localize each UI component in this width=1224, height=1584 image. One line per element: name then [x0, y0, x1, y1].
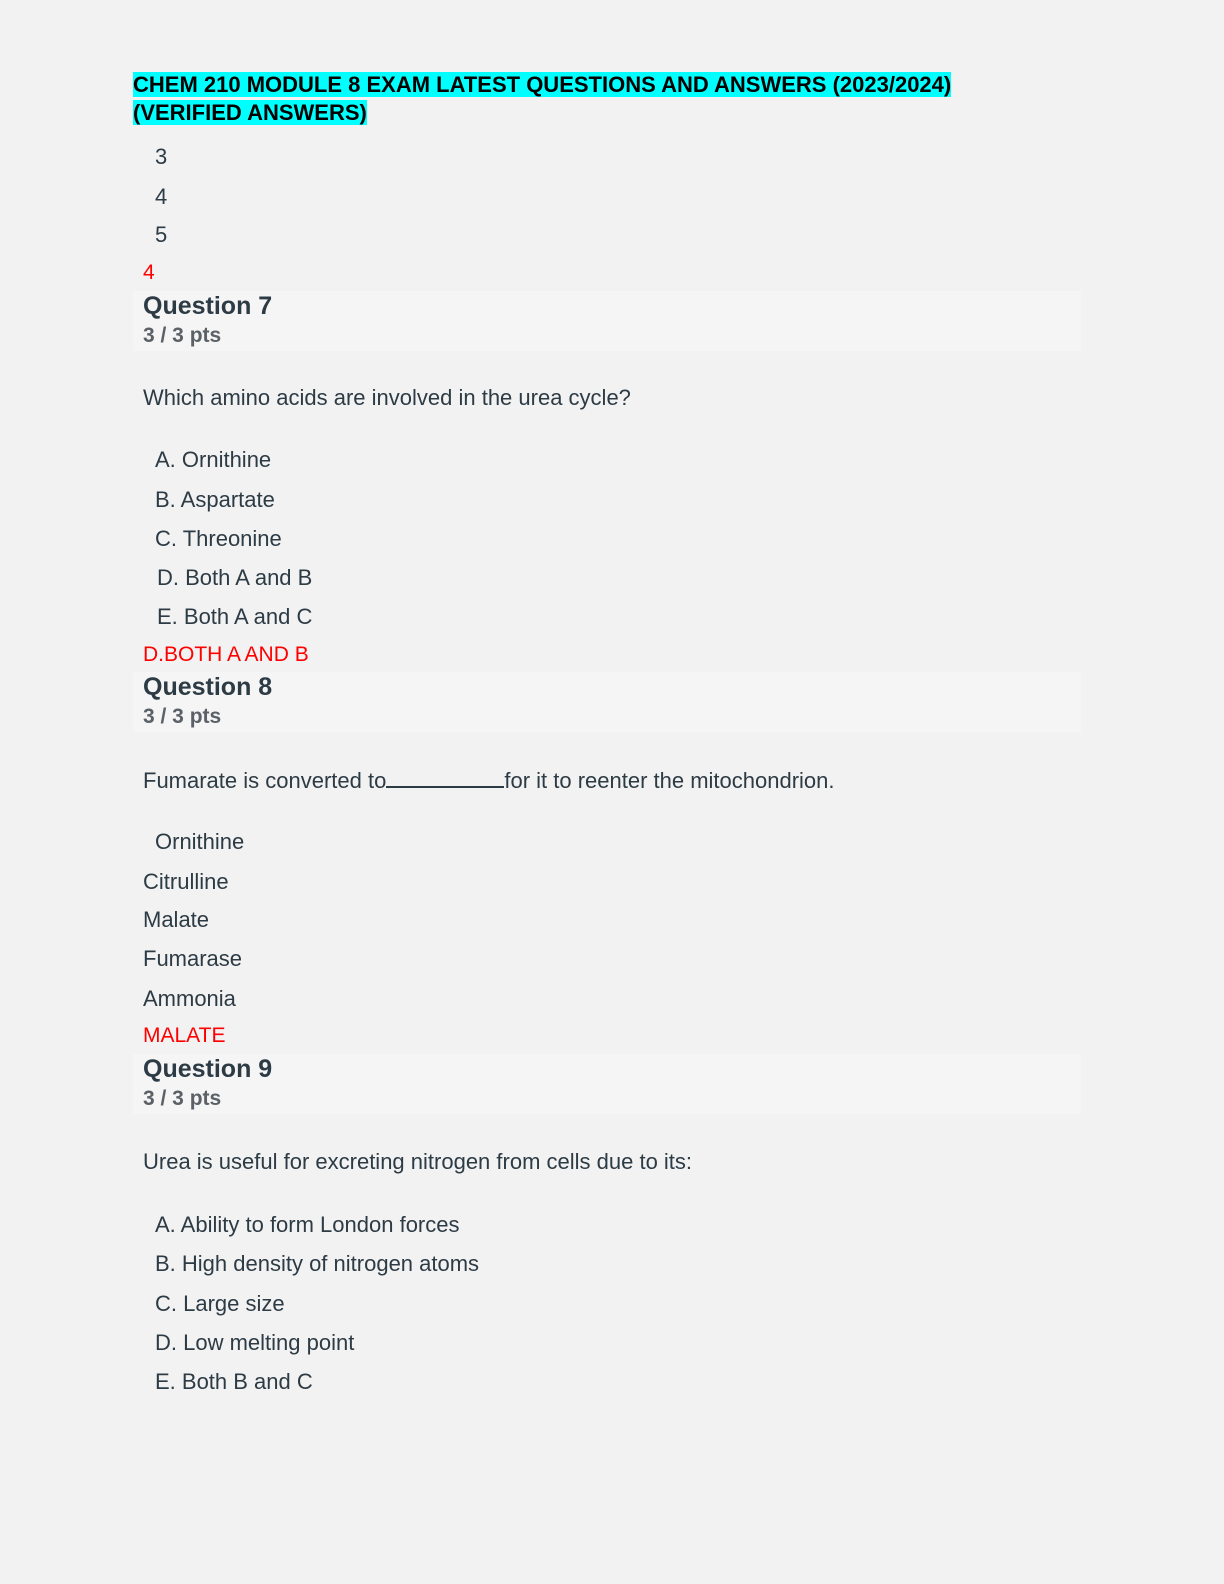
option-item: E. Both B and C — [155, 1369, 313, 1394]
answer-text: MALATE — [143, 1024, 226, 1047]
option-item: D. Low melting point — [155, 1330, 355, 1355]
option-item: A. Ability to form London forces — [155, 1212, 460, 1237]
question-header — [133, 291, 1081, 351]
option-item: Malate — [143, 907, 210, 932]
option-item: 3 — [155, 144, 168, 169]
option-item: Ornithine — [155, 829, 245, 854]
question-prompt — [143, 766, 835, 794]
option-item: C. Large size — [155, 1291, 285, 1316]
question-title: Question 7 — [143, 292, 273, 320]
question-header — [133, 672, 1081, 732]
prompt-after-blank: for it to reenter the mitochondrion. — [504, 768, 835, 793]
question-prompt: Which amino acids are involved in the urea cycle? — [143, 385, 631, 410]
question-title: Question 9 — [143, 1055, 273, 1083]
prompt-before-blank: Fumarate is converted to — [143, 768, 387, 793]
question-points: 3 / 3 pts — [143, 705, 222, 728]
title-line-1: CHEM 210 MODULE 8 EXAM LATEST QUESTIONS AND ANSWERS (2023/2024) — [133, 72, 952, 97]
title-line-2: (VERIFIED ANSWERS) — [133, 100, 367, 125]
option-item: Citrulline — [143, 869, 229, 894]
option-item: Ammonia — [143, 986, 236, 1011]
option-item: B. Aspartate — [155, 487, 275, 512]
question-points: 3 / 3 pts — [143, 324, 222, 347]
question-points: 3 / 3 pts — [143, 1087, 222, 1110]
question-title: Question 8 — [143, 673, 273, 701]
question-prompt: Urea is useful for excreting nitrogen from cells due to its: — [143, 1149, 693, 1174]
document-title — [133, 71, 1033, 127]
question-header — [133, 1054, 1081, 1114]
option-item: 5 — [155, 222, 168, 247]
fill-in-blank — [386, 766, 504, 788]
option-item: 4 — [155, 184, 168, 209]
answer-text: 4 — [143, 261, 155, 284]
option-item: D. Both A and B — [157, 565, 313, 590]
option-item: C. Threonine — [155, 526, 282, 551]
option-item: Fumarase — [143, 946, 243, 971]
answer-text: D.BOTH A AND B — [143, 643, 309, 666]
option-item: B. High density of nitrogen atoms — [155, 1251, 480, 1276]
option-item: A. Ornithine — [155, 447, 272, 472]
option-item: E. Both A and C — [157, 604, 313, 629]
